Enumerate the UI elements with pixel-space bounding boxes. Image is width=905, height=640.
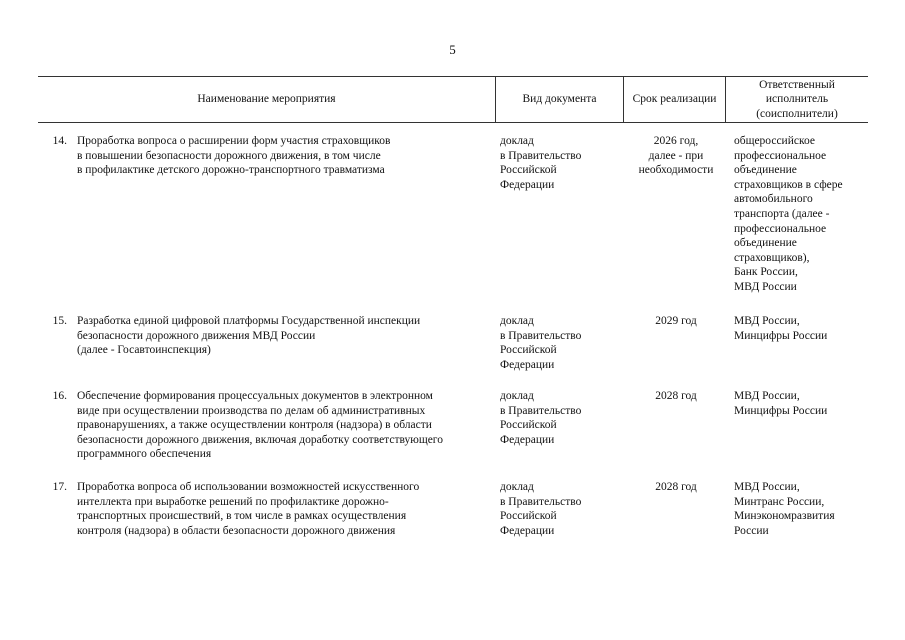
header-resp-line: Ответственный bbox=[759, 78, 835, 91]
implementation-term-line: 2026 год, bbox=[653, 135, 699, 147]
measure-name-line: безопасности дорожного движения, включая доработку соответствующего bbox=[77, 433, 443, 446]
responsible-executor-line: Минцифры России bbox=[734, 404, 828, 417]
measure-name-line: программного обеспечения bbox=[77, 448, 212, 461]
measure-name bbox=[77, 314, 500, 372]
measure-name-line: виде при осуществлении производства по делам об административных bbox=[77, 404, 426, 417]
responsible-executor bbox=[728, 389, 868, 462]
row-number: 14. bbox=[52, 135, 67, 147]
measure-name bbox=[77, 389, 500, 462]
document-type-line: доклад bbox=[500, 135, 534, 147]
document-type-line: Федерации bbox=[500, 178, 555, 191]
document-type bbox=[500, 480, 624, 538]
responsible-executor-line: Минцифры России bbox=[734, 329, 828, 342]
page-number: 5 bbox=[449, 42, 456, 57]
responsible-executor-line: страховщиков), bbox=[734, 251, 810, 264]
responsible-executor bbox=[728, 134, 868, 295]
implementation-term bbox=[624, 314, 728, 372]
measure-name-line: Разработка единой цифровой платформы Государственной инспекции bbox=[77, 315, 421, 327]
measure-name-line: в профилактике детского дорожно-транспортного травматизма bbox=[77, 164, 385, 177]
document-type-line: в Правительство bbox=[500, 495, 582, 508]
document-type-line: в Правительство bbox=[500, 329, 582, 342]
table-row bbox=[38, 480, 868, 538]
table-row bbox=[38, 389, 868, 462]
measure-name-line: (далее - Госавтоинспекция) bbox=[77, 344, 211, 357]
implementation-term bbox=[624, 389, 728, 462]
table-header bbox=[38, 76, 868, 123]
measure-name-line: интеллекта при выработке решений по профилактике дорожно- bbox=[77, 495, 389, 508]
responsible-executor-line: Минэкономразвития bbox=[734, 510, 835, 523]
responsible-executor-line: МВД России, bbox=[734, 481, 800, 493]
document-type-line: Федерации bbox=[500, 433, 555, 446]
header-resp-line: исполнитель bbox=[765, 93, 829, 106]
implementation-term-line: 2028 год bbox=[655, 390, 697, 402]
document-type bbox=[500, 314, 624, 372]
implementation-term-line: необходимости bbox=[638, 164, 714, 177]
document-type-line: в Правительство bbox=[500, 149, 582, 162]
header-resp bbox=[726, 77, 868, 122]
implementation-term bbox=[624, 480, 728, 538]
measure-name-line: транспортных происшествий, в том числе в рамках осуществления bbox=[77, 510, 407, 523]
measure-name-line: Обеспечение формирования процессуальных документов в электронном bbox=[77, 390, 433, 402]
measure-name-line: в повышении безопасности дорожного движения, в том числе bbox=[77, 149, 381, 162]
measure-name bbox=[77, 134, 500, 295]
measure-name-line: Проработка вопроса о расширении форм участия страховщиков bbox=[77, 135, 391, 147]
measure-name bbox=[77, 480, 500, 538]
responsible-executor-line: России bbox=[734, 524, 769, 537]
responsible-executor-line: объединение bbox=[734, 237, 797, 250]
header-doc: Вид документа bbox=[496, 77, 624, 122]
measure-name-line: Проработка вопроса об использовании возможностей искусственного bbox=[77, 481, 420, 493]
responsible-executor-line: МВД России, bbox=[734, 315, 800, 327]
document-type-line: Российской bbox=[500, 510, 557, 523]
responsible-executor bbox=[728, 314, 868, 372]
row-number: 15. bbox=[52, 315, 67, 327]
responsible-executor-line: объединение bbox=[734, 164, 797, 177]
header-term: Срок реализации bbox=[624, 77, 726, 122]
responsible-executor-line: общероссийское bbox=[734, 135, 815, 147]
responsible-executor-line: Банк России, bbox=[734, 266, 798, 279]
responsible-executor-line: автомобильного bbox=[734, 193, 813, 206]
measure-name-line: контроля (надзора) в области безопасности дорожного движения bbox=[77, 524, 396, 537]
header-resp-line: (соисполнители) bbox=[756, 107, 838, 120]
responsible-executor-line: страховщиков в сфере bbox=[734, 178, 843, 191]
implementation-term-line: 2028 год bbox=[655, 481, 697, 493]
document-type-line: доклад bbox=[500, 315, 534, 327]
measure-name-line: правонарушениях, а также осуществлении контроля (надзора) в области bbox=[77, 419, 432, 432]
table-row bbox=[38, 134, 868, 295]
responsible-executor-line: МВД России bbox=[734, 280, 797, 293]
row-number: 17. bbox=[52, 481, 67, 493]
implementation-term-line: далее - при bbox=[648, 149, 704, 162]
responsible-executor-line: МВД России, bbox=[734, 390, 800, 402]
implementation-term bbox=[624, 134, 728, 295]
document-type-line: Федерации bbox=[500, 524, 555, 537]
document-type-line: доклад bbox=[500, 390, 534, 402]
responsible-executor-line: профессиональное bbox=[734, 222, 827, 235]
measures-table bbox=[38, 76, 868, 537]
document-type bbox=[500, 389, 624, 462]
document-type-line: в Правительство bbox=[500, 404, 582, 417]
document-type-line: доклад bbox=[500, 481, 534, 493]
responsible-executor-line: транспорта (далее - bbox=[734, 207, 830, 220]
document-type-line: Российской bbox=[500, 164, 557, 177]
responsible-executor bbox=[728, 480, 868, 538]
document-type-line: Федерации bbox=[500, 358, 555, 371]
document-type-line: Российской bbox=[500, 419, 557, 432]
responsible-executor-line: профессиональное bbox=[734, 149, 827, 162]
document-type bbox=[500, 134, 624, 295]
header-name: Наименование мероприятия bbox=[38, 77, 496, 122]
document-type-line: Российской bbox=[500, 344, 557, 357]
measure-name-line: безопасности дорожного движения МВД России bbox=[77, 329, 316, 342]
responsible-executor-line: Минтранс России, bbox=[734, 495, 825, 508]
implementation-term-line: 2029 год bbox=[655, 315, 697, 327]
table-row bbox=[38, 314, 868, 372]
row-number: 16. bbox=[52, 390, 67, 402]
